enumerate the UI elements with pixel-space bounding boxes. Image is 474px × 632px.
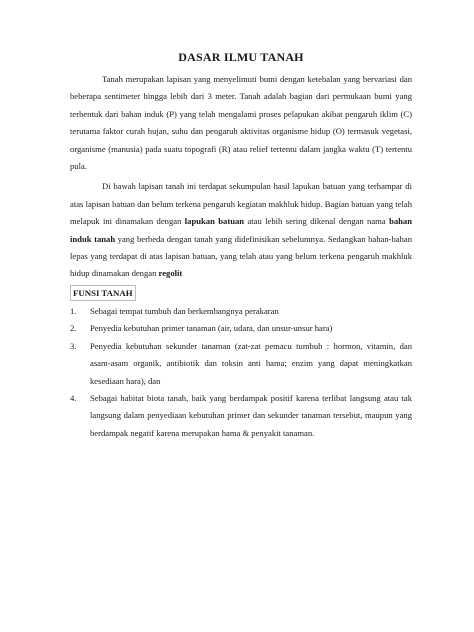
list-item	[70, 390, 412, 442]
paragraph-definition: Tanah merupakan lapisan yang menyelimuti bumi dengan ketebalan yang bervariasi dan beberapa sentimeter hingga lebih dari 3 meter. Tanah adalah bagian dari permukaan bumi yang terbentuk dari bahan induk (P) yang telah mengalami proses pelapukan akibat pengaruh iklim (C) terutama faktor curah hujan, suhu dan pengaruh aktivitas organisme hidup (O) termasuk vegetasi, organisme (manusia) pada suatu topografi (R) atau relief tertentu dalam jangka waktu (T) tertentu pula.	[70, 74, 412, 172]
list-text: Penyedia kebutuhan primer tanaman (air, udara, dan unsur-unsur hara)	[90, 323, 333, 334]
bold-term-bahan-induk-tanah: bahan induk tanah	[70, 216, 412, 244]
list-item	[70, 320, 412, 337]
paragraph-parent-material	[70, 178, 412, 282]
paragraph-text: atau lebih sering dikenal dengan nama	[244, 216, 390, 227]
paragraph-text: Di bawah lapisan tanah ini terdapat sekumpulan hasil lapukan batuan yang terhampar di atas lapisan batuan dan belum terkena pengaruh kegiatan makhluk hidup. Bagian batuan yang telah melapuk ini dinamakan dengan	[70, 181, 412, 227]
list-number: 1.	[70, 305, 77, 316]
list-text: Sebagai habitat biota tanah, baik yang berdampak positif karena terlibat langsung atau tak langsung dalam penyediaan kebutuhan primer dan sekunder tanaman tersebut, maupun yang berdampak negatif karena merupakan hama & penyakit tanaman.	[90, 392, 412, 438]
list-text: Sebagai tempat tumbuh dan berkembangnya perakaran	[90, 305, 279, 316]
list-number: 4.	[70, 392, 77, 403]
list-item	[70, 303, 412, 320]
bold-term-regolit: regolit	[158, 268, 183, 279]
document-title: DASAR ILMU TANAH	[178, 50, 304, 64]
list-number: 2.	[70, 323, 77, 334]
list-item	[70, 338, 412, 390]
section-heading: FUNSI TANAH	[70, 285, 136, 301]
paragraph-text: yang berbeda dengan tanah yang didefinisikan sebelumnya. Sedangkan bahan-bahan lepas yang terdapat di atas lapisan batuan, yang telah atau yang belum terkena pengaruh makhluk hidup dinamakan dengan	[70, 233, 413, 279]
list-number: 3.	[70, 340, 77, 351]
functions-list	[70, 303, 412, 442]
list-text: Penyedia kebutuhan sekunder tanaman (zat-zat pemacu tumbuh : hormon, vitamin, dan asam-asam organik, antibiotik dan toksin anti hama; enzim yang dapat meningkatkan kesediaan hara), dan	[90, 340, 412, 386]
bold-term-lapukan-batuan: lapukan batuan	[184, 216, 245, 227]
